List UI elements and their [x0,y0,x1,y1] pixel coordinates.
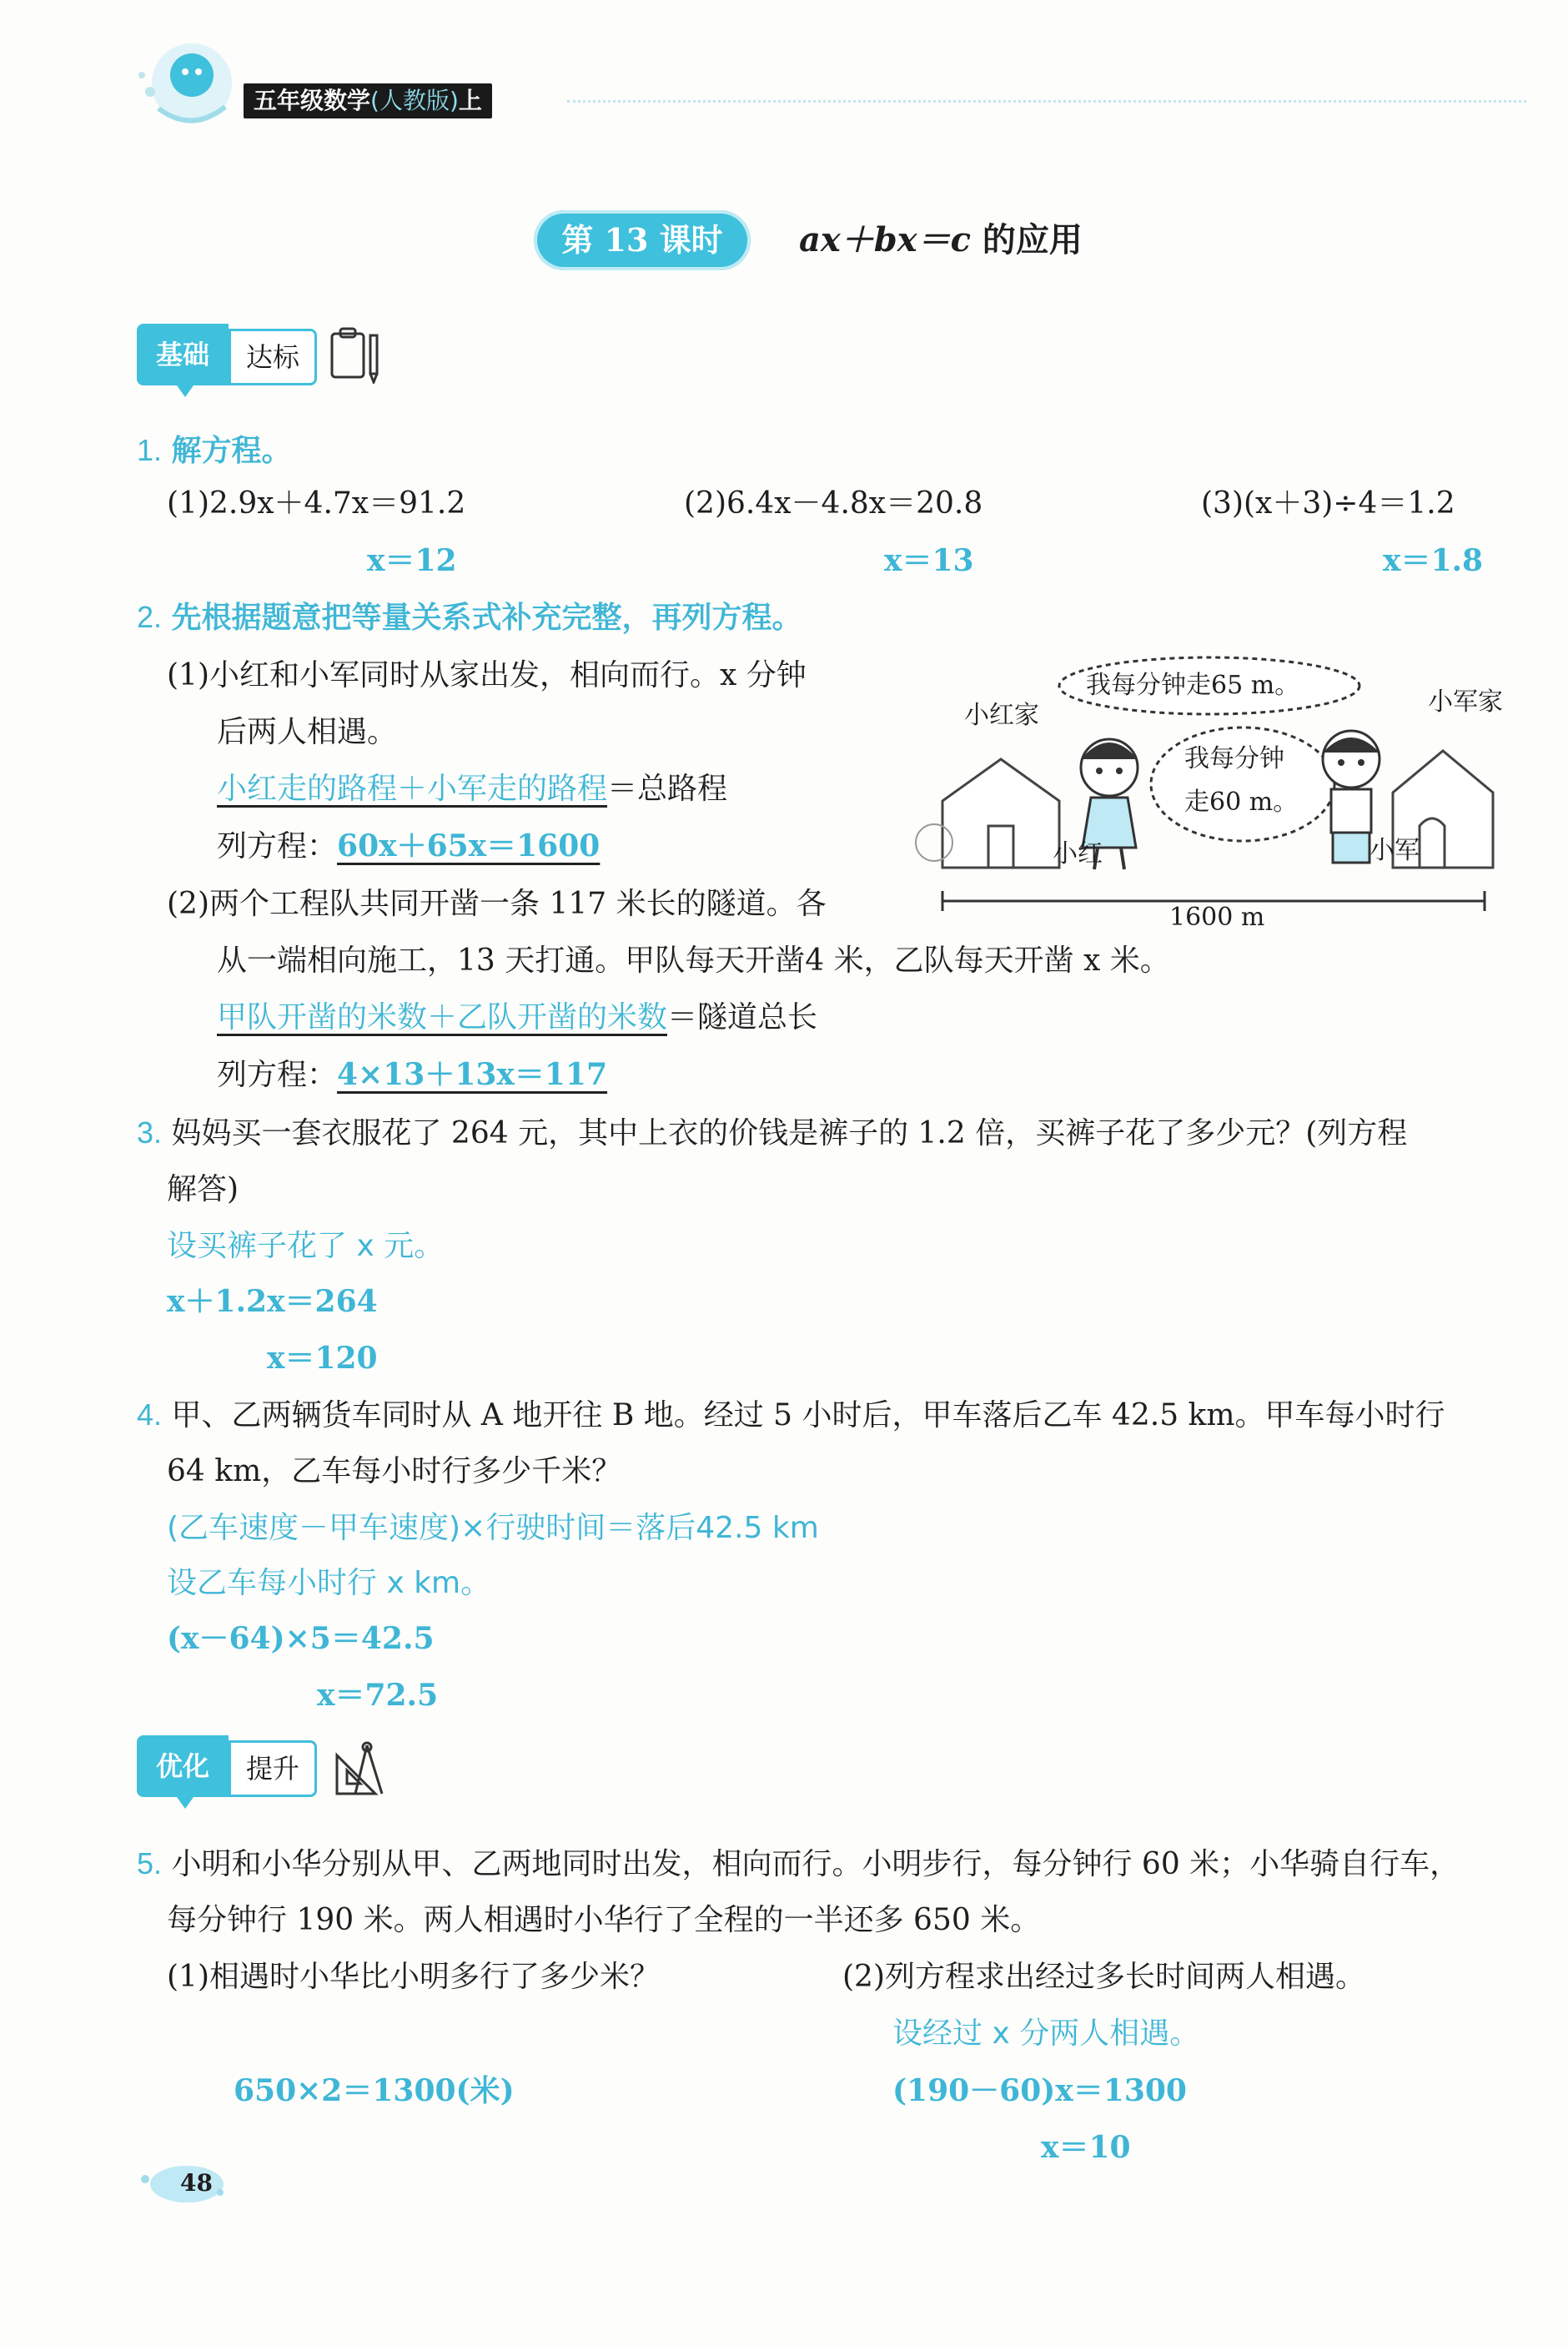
grade-label: 五年级数学(人教版)上 [244,83,492,118]
label-distance: 1600 m [1169,903,1265,932]
illustration [909,651,1510,943]
header-divider [567,100,1526,103]
q2-s1-relation: 小红走的路程＋小军走的路程＝总路程 [217,772,728,806]
q3-answer-1: 设买裤子花了 x 元。 [167,1229,445,1263]
bubble-girl-speech-1: 我每分钟 [1184,744,1284,773]
q2-s2-line2: 从一端相向施工，13 天打通。甲队每天开凿4 米，乙队每天开凿 x 米。 [217,944,1170,978]
q2-heading: 2. 先根据题意把等量关系式补充完整，再列方程。 [137,600,802,635]
q4-answer-3: (x－64)×5＝42.5 [167,1621,435,1656]
q3-line2: 解答) [167,1172,239,1206]
q5-sub1-answer: 650×2＝1300(米) [234,2073,515,2108]
label-boy: 小军 [1369,836,1420,865]
bubble-boy-speech: 我每分钟走65 m。 [1086,671,1300,700]
q2-s2-relation: 甲队开凿的米数＋乙队开凿的米数＝隧道总长 [217,1000,818,1035]
q2-s2-line1: (2)两个工程队共同开凿一条 117 米长的隧道。各 [167,887,827,921]
q5-sub2-answer-1: 设经过 x 分两人相遇。 [892,2016,1200,2051]
q4-line1: 4. 甲、乙两辆货车同时从 A 地开往 B 地。经过 5 小时后，甲车落后乙车 42.5 km。甲车每小时行 [137,1397,1445,1432]
q1-problem-3: (3)(x＋3)÷4＝1.2 [1201,486,1455,521]
q4-answer-2: 设乙车每小时行 x km。 [167,1566,491,1600]
q5-sub2: (2)列方程求出经过多长时间两人相遇。 [842,1960,1365,1994]
q2-s2-equation: 列方程：4×13＋13x＝117 [217,1057,608,1092]
label-girl: 小红 [1053,839,1103,868]
q3-answer-2: x＋1.2x＝264 [167,1284,378,1319]
page-number: 48 [180,2169,213,2197]
lesson-badge: 第 13 课时 [534,210,751,270]
label-boy-home: 小军家 [1428,687,1503,717]
q5-sub2-answer-3: x＝10 [1041,2130,1131,2165]
header-logo [125,33,242,133]
q5-line1: 5. 小明和小华分别从甲、乙两地同时出发，相向而行。小明步行，每分钟行 60 米；小华骑自行车， [137,1846,1460,1881]
q4-answer-1: (乙车速度－甲车速度)×行驶时间＝落后42.5 km [167,1511,819,1545]
q1-answer-3: x＝1.8 [1383,543,1484,578]
q1-problem-1: (1)2.9x＋4.7x＝91.2 [167,486,466,521]
q1-problem-2: (2)6.4x－4.8x＝20.8 [684,486,983,521]
ruler-compass-icon [330,1739,394,1799]
q2-s1-line1: (1)小红和小军同时从家出发，相向而行。x 分钟 [167,658,807,692]
q1-answer-2: x＝13 [884,543,974,578]
bubble-girl-speech-2: 走60 m。 [1184,788,1299,817]
q5-line2: 每分钟行 190 米。两人相遇时小华行了全程的一半还多 650 米。 [167,1903,1041,1937]
section-basic-tag: 基础 达标 [137,324,320,385]
q3-line1: 3. 妈妈买一套衣服花了 264 元，其中上衣的价钱是裤子的 1.2 倍，买裤子花了多少元？(列方程 [137,1115,1408,1150]
clipboard-icon [327,324,385,384]
label-girl-home: 小红家 [964,701,1039,730]
q2-s1-line2: 后两人相遇。 [217,715,398,749]
q1-answer-1: x＝12 [367,543,457,578]
q4-line2: 64 km，乙车每小时行多少千米？ [167,1454,622,1488]
q2-s1-equation: 列方程：60x＋65x＝1600 [217,828,601,863]
section-improve-tag: 优化 提升 [137,1735,320,1797]
q5-sub1: (1)相遇时小华比小明多行了多少米？ [167,1960,660,1994]
lesson-title: ax＋bx＝c 的应用 [799,220,1083,259]
q1-heading: 1. 解方程。 [137,433,292,468]
q5-sub2-answer-2: (190－60)x＝1300 [892,2073,1187,2108]
q4-answer-4: x＝72.5 [317,1678,439,1713]
q3-answer-3: x＝120 [267,1341,378,1376]
